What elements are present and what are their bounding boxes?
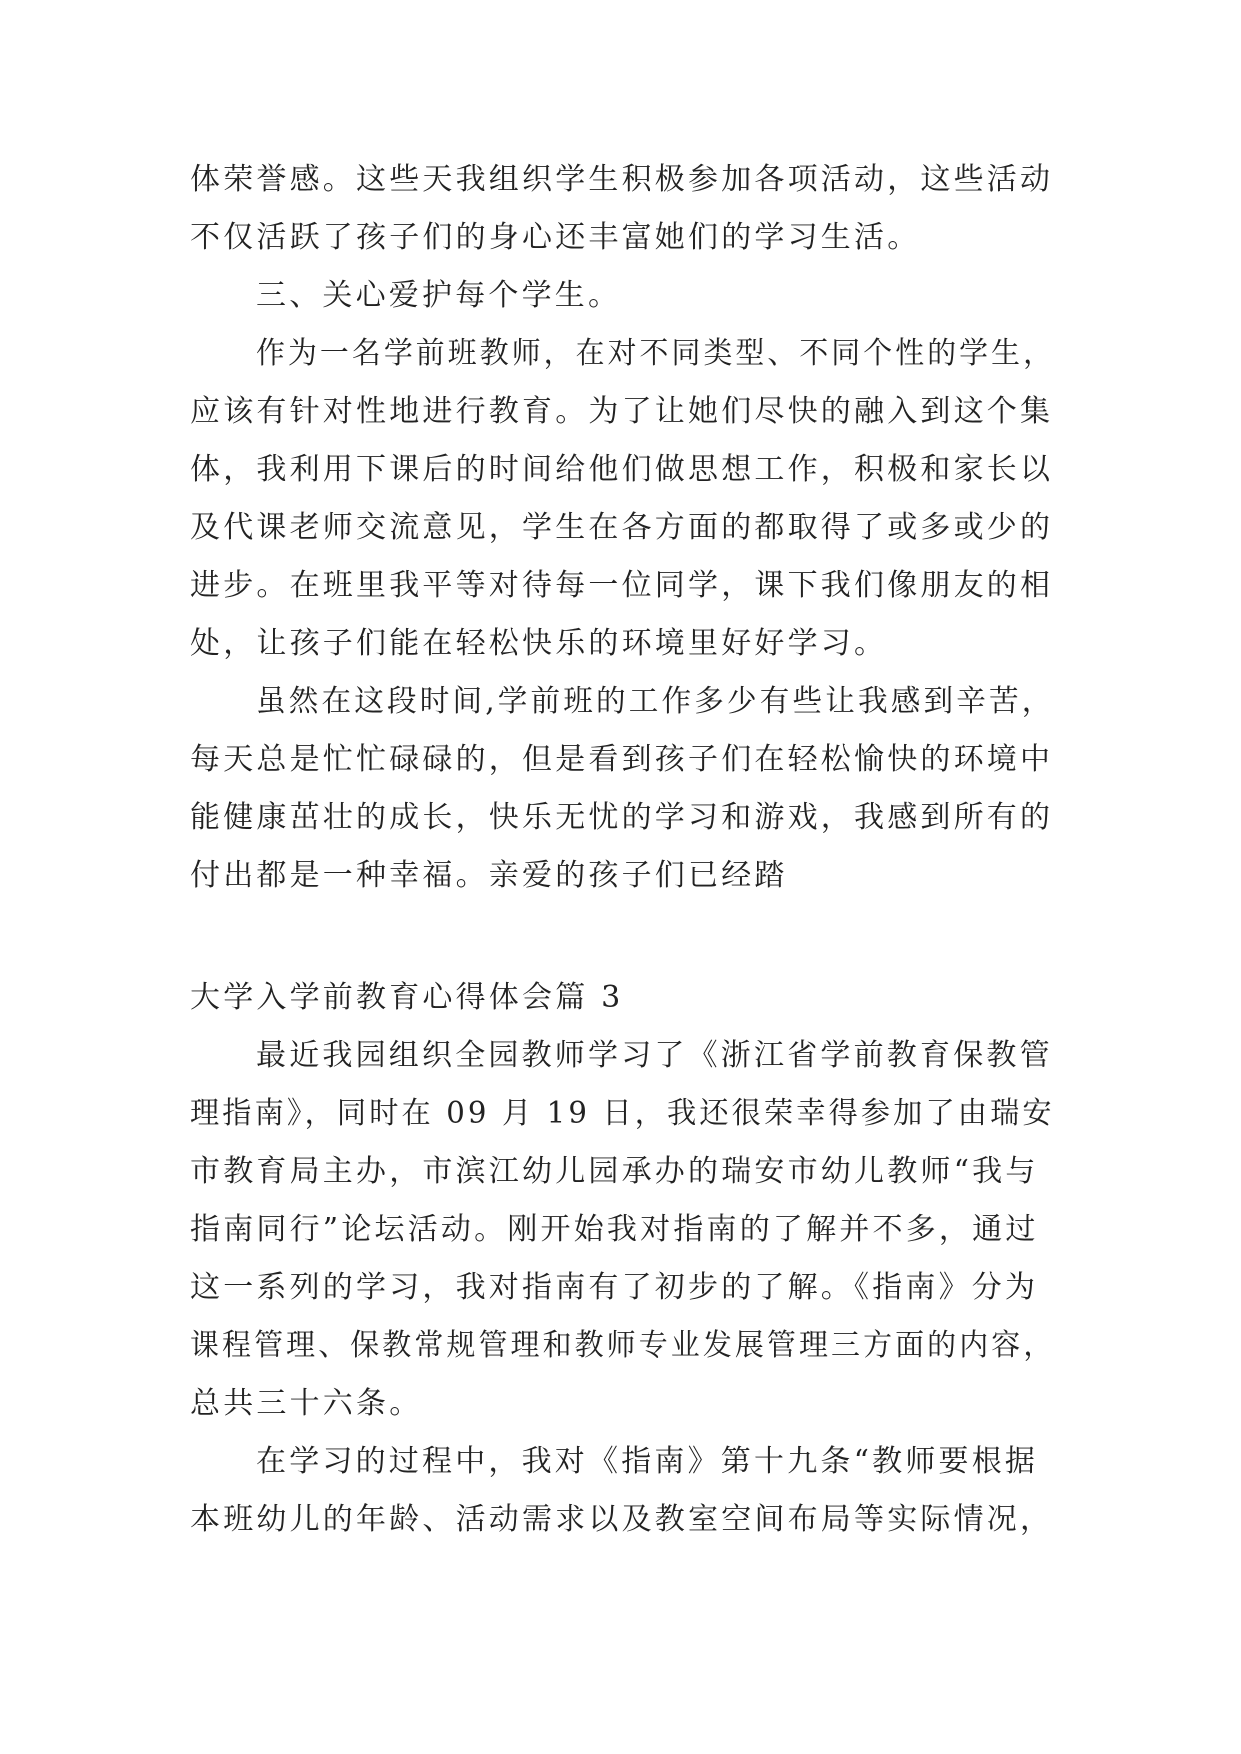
text-line: 虽然在这段时间,学前班的工作多少有些让我感到辛苦， <box>256 684 1055 719</box>
text-line: 市教育局主办，市滨江幼儿园承办的瑞安市幼儿教师“我与 <box>190 1154 1039 1189</box>
text-line: 应该有针对性地进行教育。为了让她们尽快的融入到这个集 <box>190 394 1054 429</box>
text-line: 及代课老师交流意见，学生在各方面的都取得了或多或少的 <box>190 510 1054 545</box>
section-title: 大学入学前教育心得体会篇 3 <box>190 980 624 1015</box>
text-line: 最近我园组织全园教师学习了《浙江省学前教育保教管 <box>256 1038 1053 1073</box>
text-line: 处，让孩子们能在轻松快乐的环境里好好学习。 <box>190 626 888 661</box>
text-line: 付出都是一种幸福。亲爱的孩子们已经踏 <box>190 858 788 893</box>
text-line: 这一系列的学习，我对指南有了初步的了解。《指南》分为 <box>190 1270 1039 1305</box>
text-line: 体，我利用下课后的时间给他们做思想工作，积极和家长以 <box>190 452 1054 487</box>
text-line: 本班幼儿的年龄、活动需求以及教室空间布局等实际情况， <box>190 1502 1054 1537</box>
text-line: 指南同行”论坛活动。刚开始我对指南的了解并不多，通过 <box>190 1212 1039 1247</box>
text-line: 能健康茁壮的成长，快乐无忧的学习和游戏，我感到所有的 <box>190 800 1054 835</box>
text-line: 进步。在班里我平等对待每一位同学，课下我们像朋友的相 <box>190 568 1054 603</box>
text-line: 总共三十六条。 <box>190 1386 423 1421</box>
section-heading: 三、关心爱护每个学生。 <box>256 278 622 313</box>
text-line: 作为一名学前班教师，在对不同类型、不同个性的学生， <box>256 336 1056 371</box>
text-line: 在学习的过程中，我对《指南》第十九条“教师要根据 <box>256 1444 1039 1479</box>
text-line: 不仅活跃了孩子们的身心还丰富她们的学习生活。 <box>190 220 921 255</box>
text-line: 体荣誉感。这些天我组织学生积极参加各项活动，这些活动 <box>190 162 1054 197</box>
text-line: 理指南》，同时在 09 月 19 日，我还很荣幸得参加了由瑞安 <box>190 1096 1055 1131</box>
text-line: 课程管理、保教常规管理和教师专业发展管理三方面的内容， <box>190 1328 1056 1363</box>
text-line: 每天总是忙忙碌碌的，但是看到孩子们在轻松愉快的环境中 <box>190 742 1054 777</box>
